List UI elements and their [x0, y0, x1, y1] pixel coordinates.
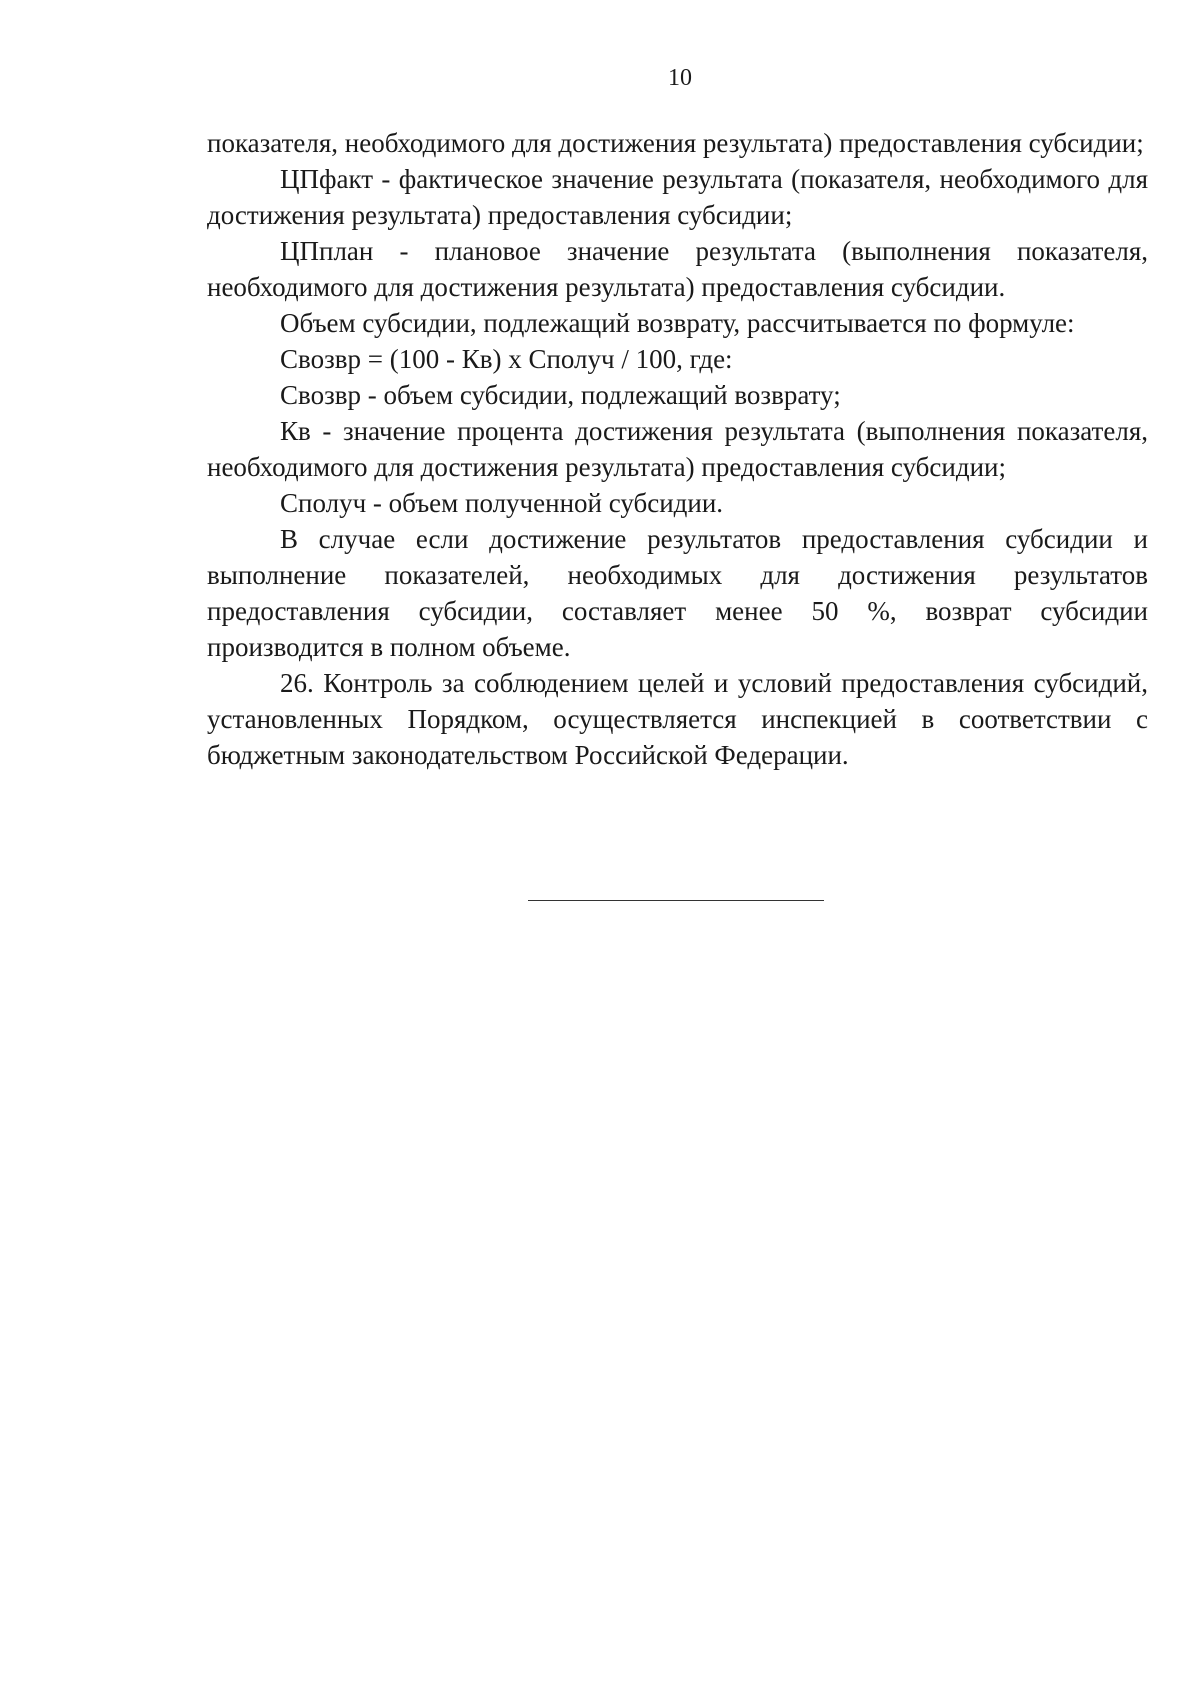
- paragraph-full-refund-condition: В случае если достижение результатов предоставления субсидии и выполнение показателей, необходимых для достижения результатов предоставления субсидии, составляет менее 50 %, возврат субсидии производится в полном объеме.: [207, 524, 1148, 662]
- paragraph-cp-plan: ЦПплан - плановое значение результата (выполнения показателя, необходимого для достижения результата) предоставления субсидии.: [207, 236, 1148, 302]
- paragraph-refund-formula-intro: Объем субсидии, подлежащий возврату, рассчитывается по формуле:: [280, 308, 1075, 338]
- paragraph-spoluch-definition: Сполуч - объем полученной субсидии.: [280, 488, 724, 518]
- paragraph-continuation: показателя, необходимого для достижения результата) предоставления субсидии;: [207, 128, 1144, 158]
- paragraph-svozvr-definition: Свозвр - объем субсидии, подлежащий возврату;: [280, 380, 841, 410]
- paragraph-cp-fact: ЦПфакт - фактическое значение результата (показателя, необходимого для достижения результата) предоставления субсидии;: [207, 164, 1148, 230]
- end-of-document-rule: [528, 900, 824, 901]
- paragraph-refund-formula: Свозвр = (100 - Кв) х Сполуч / 100, где:: [280, 344, 733, 374]
- page-number: 10: [668, 65, 692, 91]
- paragraph-kv-definition: Кв - значение процента достижения результата (выполнения показателя, необходимого для достижения результата) предоставления субсидии;: [207, 416, 1148, 482]
- document-body: [207, 125, 1148, 773]
- paragraph-item-26-control: 26. Контроль за соблюдением целей и условий предоставления субсидий, установленных Порядком, осуществляется инспекцией в соответствии с бюджетным законодательством Российской Федерации.: [207, 668, 1148, 770]
